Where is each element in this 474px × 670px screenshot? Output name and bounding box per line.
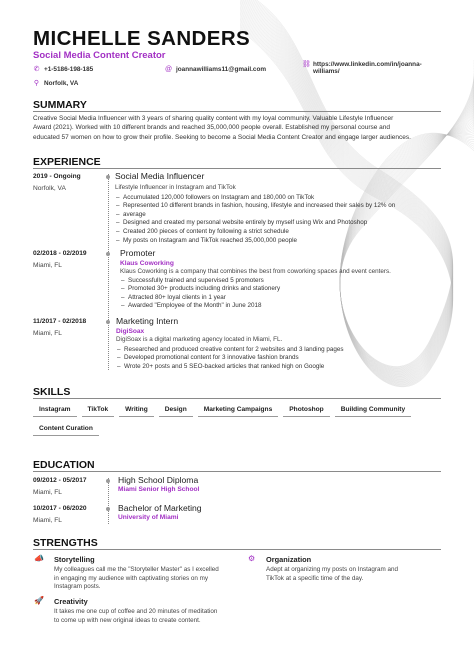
strength-line: Adept at organizing my posts on Instagram and [266, 566, 398, 573]
linkedin-url-line1: https://www.linkedin.com/in/joanna- [313, 61, 422, 68]
education-school: University of Miami [118, 514, 179, 521]
education-divider [33, 471, 441, 472]
strength-line: Instagram posts. [54, 583, 101, 591]
education-entry [118, 475, 199, 493]
education-degree: Bachelor of Marketing [118, 503, 202, 513]
skills-divider [33, 398, 441, 399]
skill-tag: Design [159, 403, 193, 417]
job-bullet: – Created 200 pieces of content by following a strict schedule [115, 228, 445, 237]
job-bullet: – Promoted 30+ products including drinks and stationery [120, 285, 445, 294]
job-bullet: – Researched and produced creative content for 2 websites and 3 landing pages [116, 346, 445, 355]
skill-tag: Writing [119, 403, 154, 417]
strength-line: My colleagues call me the "Storyteller Master" as I excelled [54, 566, 219, 573]
job-bullet: – Developed promotional content for 3 innovative fashion brands [116, 354, 445, 363]
education-entry [118, 503, 202, 521]
skills-list [33, 403, 445, 436]
job-title: Promoter [120, 248, 156, 258]
job-meta [33, 318, 86, 337]
job-bullets [116, 346, 445, 372]
job-date: 2019 - Ongoing [33, 173, 81, 180]
strength-description [54, 608, 254, 625]
linkedin-url[interactable] [313, 61, 422, 75]
education-meta [33, 477, 87, 496]
strength-item [54, 555, 234, 592]
strength-description [54, 566, 234, 592]
phone-number[interactable]: +1-5186-198-185 [44, 66, 94, 73]
summary-line: Award (2021). Worked with 10 different brands and reached 35,000,000 people overall. Established my personal course and [33, 124, 391, 132]
job-description: Lifestyle Influencer in Instagram and TikTok [115, 184, 236, 191]
experience-divider [33, 168, 441, 169]
strength-title: Creativity [54, 597, 88, 606]
strength-line: to come up with new original ideas to create content. [54, 616, 201, 624]
strength-title: Organization [266, 555, 312, 564]
education-location: Miami, FL [33, 489, 62, 496]
summary-line: educated 57 women on how to grow their profile. Seeking to become a Social Media Content Creator and engage larger audiences. [33, 133, 411, 141]
summary-text [33, 114, 441, 142]
education-date: 10/2017 - 06/2020 [33, 505, 87, 512]
rocket-icon: 🚀 [34, 596, 44, 605]
location-text: Norfolk, VA [44, 80, 79, 87]
strength-item [266, 555, 446, 583]
strengths-heading: STRENGTHS [33, 537, 98, 549]
job-location: Miami, FL [33, 330, 62, 337]
organization-icon: ⚙ [248, 554, 256, 563]
job-entry [115, 171, 445, 245]
education-heading: EDUCATION [33, 459, 95, 471]
job-meta [33, 173, 81, 192]
job-bullets [115, 194, 445, 246]
phone-icon: ✆ [33, 66, 40, 73]
skills-heading: SKILLS [33, 386, 71, 398]
strength-line: TikTok at a specific time of the day. [266, 574, 364, 582]
timeline-dot [106, 252, 110, 256]
phone-contact [33, 66, 93, 73]
job-company: Klaus Coworking [120, 260, 174, 267]
summary-heading: SUMMARY [33, 99, 87, 111]
job-location: Norfolk, VA [33, 185, 66, 192]
job-date: 02/2018 - 02/2019 [33, 250, 87, 257]
timeline-dot [106, 479, 110, 483]
job-entry [116, 316, 445, 371]
job-entry [120, 248, 445, 311]
strength-line: It takes me one cup of coffee and 20 minutes of meditation [54, 608, 218, 615]
job-bullet: – Accumulated 120,000 followers on Instagram and 180,000 on TikTok [115, 194, 445, 203]
candidate-role: Social Media Content Creator [33, 50, 166, 61]
job-bullet: – My posts on Instagram and TikTok reached 35,000,000 people [115, 237, 445, 246]
job-meta [33, 250, 87, 269]
education-location: Miami, FL [33, 517, 62, 524]
experience-heading: EXPERIENCE [33, 156, 101, 168]
strength-line: in engaging my audience with captivating stories on my [54, 574, 209, 582]
at-icon: @ [165, 66, 173, 73]
education-timeline [108, 478, 109, 524]
job-description: Klaus Coworking is a company that combines the best from coworking spaces and event centers. [120, 268, 391, 275]
job-bullet: – Successfully trained and supervised 5 promoters [120, 277, 445, 286]
strengths-divider [33, 549, 441, 550]
candidate-name: MICHELLE SANDERS [33, 27, 251, 50]
strength-item [54, 597, 254, 625]
skill-tag: Instagram [33, 403, 77, 417]
job-location: Miami, FL [33, 262, 62, 269]
job-bullet-continuation [115, 211, 445, 220]
education-meta [33, 505, 87, 524]
summary-divider [33, 111, 441, 112]
skill-tag: Building Community [335, 403, 411, 417]
job-title: Social Media Influencer [115, 171, 205, 181]
job-bullet: – Attracted 80+ loyal clients in 1 year [120, 294, 445, 303]
job-title: Marketing Intern [116, 316, 179, 326]
linkedin-url-line2: williams/ [313, 68, 340, 75]
timeline-dot [106, 507, 110, 511]
skill-tag: TikTok [82, 403, 115, 417]
strength-title: Storytelling [54, 555, 95, 564]
map-pin-icon: ⚲ [33, 80, 40, 87]
education-degree: High School Diploma [118, 475, 199, 485]
education-school: Miami Senior High School [118, 486, 200, 493]
job-description: DigiSoax is a digital marketing agency located in Miami, FL. [116, 336, 283, 343]
job-date: 11/2017 - 02/2018 [33, 318, 87, 325]
email-address[interactable]: joannawilliams11@gmail.com [176, 66, 267, 73]
timeline-dot [106, 320, 110, 324]
job-bullets [120, 277, 445, 311]
experience-timeline [108, 174, 109, 370]
job-bullet: – Wrote 20+ posts and 5 SEO-backed articles that ranked high on Google [116, 363, 445, 372]
strength-description [266, 566, 446, 583]
location-contact [33, 80, 78, 87]
megaphone-icon: 📣 [34, 554, 44, 563]
job-bullet-continuation-text: average [123, 210, 146, 218]
job-bullet: – Awarded "Employee of the Month" in June 2018 [120, 302, 445, 311]
job-company: DigiSoax [116, 328, 145, 335]
skill-tag: Photoshop [283, 403, 329, 417]
education-date: 09/2012 - 05/2017 [33, 477, 87, 484]
link-icon: ⛓ [302, 61, 311, 68]
linkedin-contact [302, 61, 422, 75]
email-contact [165, 66, 266, 73]
job-bullet: – Designed and created my personal website entirely by myself using Wix and Photoshop [115, 219, 445, 228]
timeline-dot [106, 175, 110, 179]
summary-line: Creative Social Media Influencer with 3 years of sharing quality content with my loyal community. Valuable Lifestyle Influencer [33, 115, 394, 122]
skill-tag: Marketing Campaigns [198, 403, 279, 417]
skill-tag: Content Curation [33, 422, 99, 436]
job-bullet: – Represented 10 different brands in fashion, housing, lifestyle and increased their sales by 12% on [115, 202, 445, 211]
